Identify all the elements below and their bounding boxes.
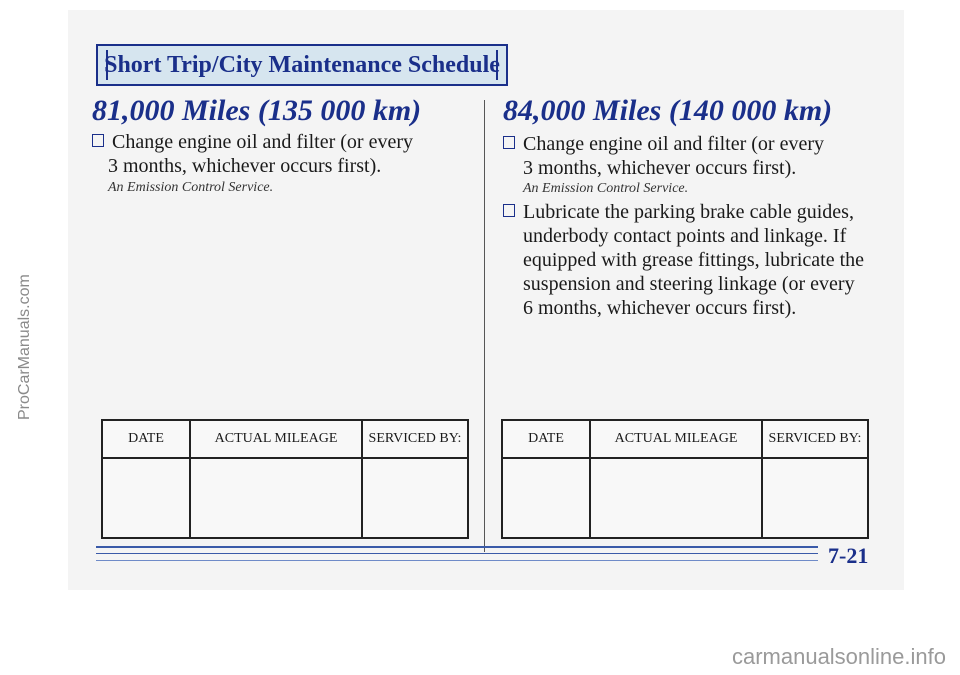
right-item-oil-change — [503, 132, 824, 180]
item-line: suspension and steering linkage (or every — [523, 273, 855, 295]
column-header-serviced-by: SERVICED BY: — [362, 420, 468, 458]
date-cell[interactable] — [502, 458, 590, 538]
footer-rule-bottom — [96, 560, 818, 561]
column-header-serviced-by: SERVICED BY: — [762, 420, 868, 458]
right-emission-note: An Emission Control Service. — [523, 181, 689, 196]
column-header-date: DATE — [502, 420, 590, 458]
column-header-date: DATE — [102, 420, 190, 458]
left-mileage-heading: 81,000 Miles (135 000 km) — [92, 94, 422, 127]
right-service-record-table — [501, 419, 869, 539]
serviced-by-cell[interactable] — [362, 458, 468, 538]
item-line: Change engine oil and filter (or every — [112, 131, 413, 153]
mileage-cell[interactable] — [590, 458, 762, 538]
section-header — [96, 44, 508, 86]
date-cell[interactable] — [102, 458, 190, 538]
column-header-actual-mileage: ACTUAL MILEAGE — [190, 420, 362, 458]
mileage-cell[interactable] — [190, 458, 362, 538]
item-line: equipped with grease fittings, lubricate the — [523, 249, 865, 271]
item-line: 3 months, whichever occurs first). — [523, 157, 797, 179]
column-header-actual-mileage: ACTUAL MILEAGE — [590, 420, 762, 458]
section-title: Short Trip/City Maintenance Schedule — [104, 52, 500, 78]
serviced-by-cell[interactable] — [762, 458, 868, 538]
checkbox-icon[interactable] — [503, 136, 515, 149]
side-watermark: ProCarManuals.com — [16, 274, 33, 420]
right-mileage-heading: 84,000 Miles (140 000 km) — [503, 94, 833, 127]
left-item-oil-change — [92, 130, 413, 178]
bottom-watermark: carmanualsonline.info — [731, 644, 946, 669]
column-divider — [484, 100, 485, 552]
item-line: underbody contact points and linkage. If — [523, 225, 847, 247]
item-line: 6 months, whichever occurs first). — [523, 297, 797, 319]
left-emission-note: An Emission Control Service. — [108, 180, 274, 195]
footer-rule-middle — [96, 553, 818, 554]
item-line: Lubricate the parking brake cable guides, — [523, 201, 854, 223]
checkbox-icon[interactable] — [92, 134, 104, 147]
page-number: 7-21 — [828, 543, 869, 568]
right-item-lubricate — [503, 200, 864, 320]
checkbox-icon[interactable] — [503, 204, 515, 217]
item-line: Change engine oil and filter (or every — [523, 133, 824, 155]
left-service-record-table — [101, 419, 469, 539]
item-line: 3 months, whichever occurs first). — [108, 155, 382, 177]
footer-rule-top — [96, 546, 818, 548]
